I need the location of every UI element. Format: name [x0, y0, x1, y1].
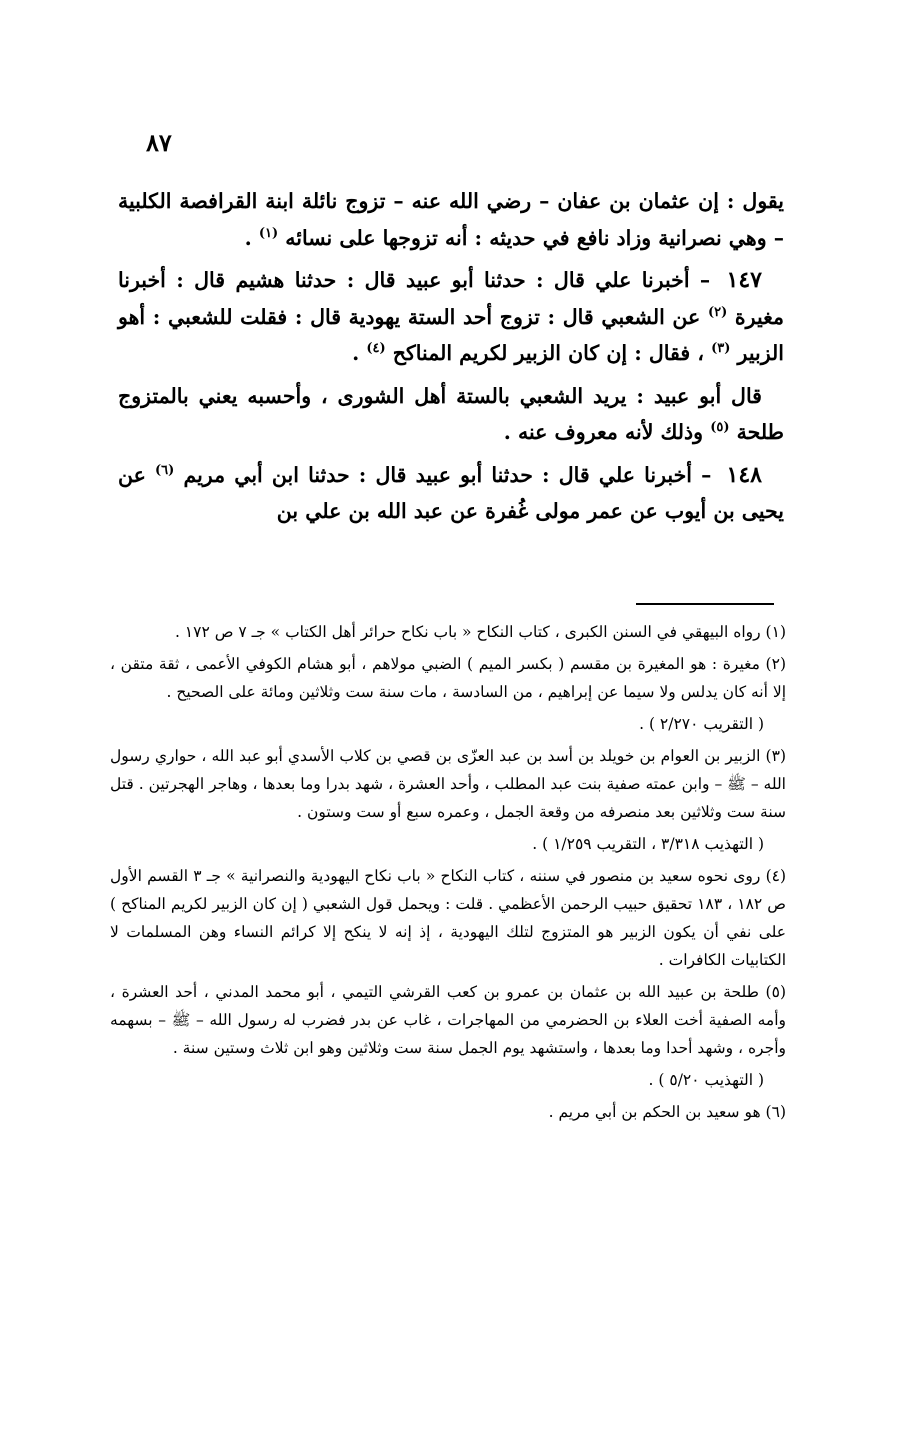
- footnote-3: (٣) الزبير بن العوام بن خويلد بن أسد بن عبد العزّى بن قصي بن كلاب الأسدي أبو عبد الله ، حواري رسول الله – ﷺ – وابن عمته صفية بنت عبد المطلب ، وأحد العشرة ، شهد بدرا وما بعدها ، وهاجر الهجرتين . قتل سنة ست وثلاثين بعد منصرفه من وقعة الجمل ، وعمره سبع أو ست وستون .: [110, 747, 786, 821]
- footnote-ref-2[interactable]: (٢): [707, 304, 728, 320]
- hadith-text: ، فقال : إن كان الزبير لكريم المناكح: [385, 341, 712, 365]
- footnote-2: (٢) مغيرة : هو المغيرة بن مقسم ( بكسر الميم ) الضبي مولاهم ، أبو هشام الكوفي الأعمى ، ثقة متقن ، إلا أنه كان يدلس ولا سيما عن إبراهيم ، من السادسة ، مات سنة ست وثلاثين ومائة على الصحيح .: [110, 655, 786, 701]
- footnote-ref-1[interactable]: (١): [258, 225, 279, 241]
- hadith-text: عن يحيى بن أيوب عن عمر مولى غُفرة عن عبد الله بن علي بن: [118, 462, 784, 523]
- footnote-ref-5[interactable]: (٥): [710, 420, 730, 436]
- hadith-number: ١٤٨: [726, 461, 762, 488]
- footnotes: [110, 618, 786, 1130]
- paragraph-abu-ubaid: [118, 378, 784, 451]
- paragraph-text: .: [244, 225, 259, 250]
- footnote-5-source: ( التهذيب ٥/٢٠ ) .: [648, 1071, 764, 1089]
- footnote-5: (٥) طلحة بن عبيد الله بن عثمان بن عمرو بن كعب القرشي التيمي ، أبو محمد المدني ، أحد العشرة ، وأمه الصفية أخت العلاء بن الحضرمي من المهاجرات ، غاب عن بدر فضرب له رسول الله – ﷺ – بسهمه وأجره ، وشهد أحدا وما بعدها ، واستشهد يوم الجمل سنة ست وثلاثين وهو ابن ثلاث وستين سنة .: [110, 983, 786, 1057]
- hadith-148: [118, 457, 784, 530]
- hadith-text: عن الشعبي قال : تزوج أحد الستة يهودية قال : فقلت للشعبي : أهو الزبير: [118, 304, 784, 365]
- hadith-number: ١٤٧: [726, 267, 762, 293]
- hadith-text: – أخبرنا علي قال : حدثنا أبو عبيد قال : حدثنا هشيم قال : أخبرنا مغيرة: [118, 268, 784, 329]
- paragraph-text: وذلك لأنه معروف عنه .: [503, 420, 711, 444]
- main-text: [118, 183, 784, 536]
- footnote-separator: [636, 603, 774, 605]
- footnote-1: (١) رواه البيهقي في السنن الكبرى ، كتاب النكاح « باب نكاح حرائر أهل الكتاب » جـ ٧ ص ١٧٢ .: [174, 623, 786, 641]
- footnote-2-source: ( التقريب ٢/٢٧٠ ) .: [639, 715, 764, 733]
- hadith-text: .: [352, 341, 367, 365]
- footnote-ref-3[interactable]: (٣): [711, 341, 731, 357]
- footnote-ref-4[interactable]: (٤): [366, 341, 386, 357]
- page-number: ٨٧: [146, 128, 172, 157]
- footnote-ref-6[interactable]: (٦): [155, 462, 175, 478]
- hadith-text: – أخبرنا علي قال : حدثنا أبو عبيد قال : حدثنا ابن أبي مريم: [174, 462, 721, 487]
- paragraph-uthman: [118, 183, 784, 256]
- paragraph-text: قال أبو عبيد : يريد الشعبي بالستة أهل الشورى ، وأحسبه يعني بالمتزوج طلحة: [118, 383, 784, 444]
- footnote-3-source: ( التهذيب ٣/٣١٨ ، التقريب ١/٢٥٩ ) .: [532, 835, 764, 853]
- footnote-6: (٦) هو سعيد بن الحكم بن أبي مريم .: [548, 1103, 786, 1121]
- hadith-147: [118, 262, 784, 372]
- paragraph-text: يقول : إن عثمان بن عفان – رضي الله عنه – تزوج نائلة ابنة القرافصة الكلبية – وهي نصرانية وزاد نافع في حديثه : أنه تزوجها على نسائه: [118, 189, 784, 250]
- footnote-4: (٤) روى نحوه سعيد بن منصور في سننه ، كتاب النكاح « باب نكاح اليهودية والنصرانية » جـ ٣ القسم الأول ص ١٨٢ ، ١٨٣ تحقيق حبيب الرحمن الأعظمي . قلت : ويحمل قول الشعبي ( إن كان الزبير لكريم المناكح ) على نفي أن يكون الزبير هو المتزوج لتلك اليهودية ، إذ إنه لا ينكح إلا كرائم النساء وهن المسلمات لا الكتابيات الكافرات .: [110, 867, 787, 969]
